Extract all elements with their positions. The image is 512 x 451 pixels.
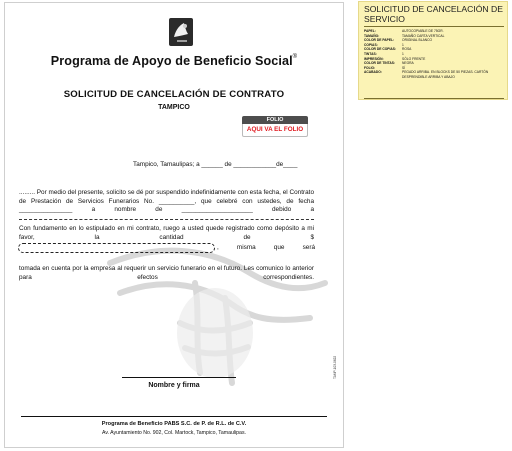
- spec-divider-top: [364, 26, 504, 27]
- spec-value: ROSA: [402, 47, 412, 52]
- spec-label: COLOR DE COPIAS:: [364, 47, 397, 52]
- spec-label: TAMAÑO:: [364, 33, 380, 38]
- spec-label: IMPRESIÓN:: [364, 56, 384, 61]
- date-line: Tampico, Tamaulipas; a ______ de ____________de____: [133, 161, 298, 168]
- footer-company-name: Programa de Beneficio PABS S.C. de P. de R.L. de C.V.: [101, 421, 247, 427]
- spec-label: FOLIO:: [364, 65, 376, 70]
- spec-label: PAPEL:: [364, 29, 376, 33]
- spec-label: COLOR DE TINTAS:: [364, 61, 396, 66]
- spec-label: COLOR DE PAPEL:: [364, 38, 395, 43]
- cancellation-paragraph: ......... Por medio del presente, solicito se dé por suspendido indefinidamente con esta fecha, el Contrato de Prestación de Servicios Funerarios No. __________, que celebré con ustedes, de fecha _______________ a nombre de ____________________ debido a: [19, 189, 314, 213]
- spec-value: ORIGINAL BLANCO: [402, 38, 433, 43]
- folio-value: AQUI VA EL FOLIO: [242, 124, 308, 137]
- spec-value: NEGRA: [402, 61, 414, 66]
- pabs-logo-icon: [168, 17, 194, 47]
- amount-field: [18, 243, 215, 253]
- signature-label: Nombre y firma: [148, 382, 200, 389]
- contract-cancellation-form: [4, 2, 344, 448]
- form-code: TAMP-103-0622: [333, 355, 337, 379]
- spec-divider-bottom: [364, 98, 504, 99]
- spec-row: [364, 70, 506, 79]
- signature-line: [122, 377, 236, 378]
- print-spec-card: [358, 1, 508, 100]
- spec-label: TINTAS:: [364, 51, 377, 56]
- spec-rows: [364, 29, 506, 80]
- document-title: SOLICITUD DE CANCELACIÓN DE CONTRATO: [63, 89, 285, 100]
- city-label: TAMPICO: [158, 104, 190, 111]
- reason-dashed-line: [19, 213, 314, 220]
- spec-value: 1: [402, 51, 404, 56]
- spec-value: PEGADO ARRIBA. EN BLOCKS DE 50 PIEZAS. CARTÓN DESPRENDIBLE ARRIBA Y ABAJO: [402, 70, 489, 79]
- spec-label: COPIAS:: [364, 42, 378, 47]
- spec-label: ACABADO:: [364, 70, 382, 75]
- spec-value: AUTOCOPIABLE DE 75GR.: [402, 29, 444, 33]
- spec-value: SÓLO FRENTE: [402, 56, 426, 61]
- spec-value: TAMAÑO CARTA VERTICAL: [402, 33, 445, 38]
- spec-value: SÍ: [402, 65, 406, 70]
- spec-value: 1: [402, 42, 404, 47]
- amount-suffix: , misma que será: [217, 244, 315, 251]
- program-title: Programa de Apoyo de Beneficio Social®: [50, 54, 298, 68]
- closing-paragraph: tomada en cuenta por la empresa al requerir un servicio funerario en el futuro. Les comunico lo anterior para efectos correspondientes.: [19, 265, 314, 281]
- footer-divider: [21, 416, 327, 417]
- footer-address: Av. Ayuntamiento No. 902, Col. Martock, Tampico, Tamaulipas.: [102, 430, 246, 436]
- deposit-paragraph: Con fundamento en lo estipulado en mi contrato, ruego a usted quede registrado como depósito a mi favor, la cantidad de $: [19, 225, 314, 241]
- folio-box: [242, 116, 308, 138]
- registered-mark: ®: [292, 54, 298, 60]
- folio-label: FOLIO: [242, 116, 308, 124]
- spec-title: SOLICITUD DE CANCELACIÓN DE SERVICIO: [364, 4, 503, 24]
